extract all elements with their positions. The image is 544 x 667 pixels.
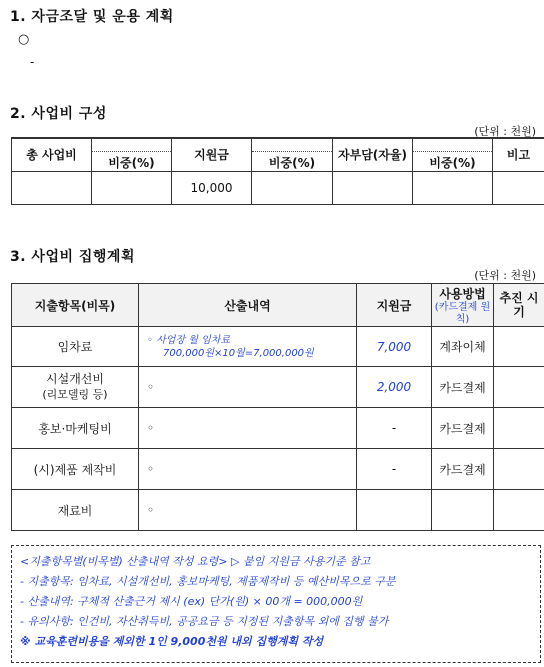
- header-ratio3-cell: [413, 138, 493, 171]
- header-method: [432, 284, 494, 327]
- header-self-funding: 자부담(자율): [333, 138, 413, 171]
- value-note: [493, 171, 544, 204]
- row-timing: [494, 327, 544, 367]
- header-ratio3: 비중(%): [413, 151, 492, 171]
- table-row: [12, 367, 544, 408]
- row-detail: ◦: [139, 490, 357, 531]
- row-item: 임차료: [12, 327, 139, 367]
- section1-heading: 1. 자금조달 및 운용 계획: [10, 9, 174, 25]
- guide-line-5: ※ 교육훈련비용을 제외한 1인 9,000천원 내외 집행계획 작성: [20, 635, 324, 648]
- execution-plan-table: [11, 283, 544, 531]
- row-detail: ◦: [139, 408, 357, 449]
- table-row: [12, 408, 544, 449]
- section2-unit: (단위 : 천원): [474, 125, 536, 138]
- row-method: 카드결제: [432, 449, 494, 490]
- section2-heading: 2. 사업비 구성: [10, 106, 107, 122]
- guide-line-3: - 산출내역: 구체적 산출근거 제시 (ex) 단가(원) × 00개 = 000,000원: [20, 595, 363, 608]
- row-item: 재료비: [12, 490, 139, 531]
- row-grant: -: [357, 408, 432, 449]
- value-ratio2: [252, 171, 333, 204]
- header-grant: 지원금: [172, 138, 252, 171]
- row-timing: [494, 490, 544, 531]
- header-total-budget: 총 사업비: [12, 138, 92, 171]
- value-grant: 10,000: [172, 171, 252, 204]
- row-detail-line2: 700,000원×10월=7,000,000원: [163, 347, 314, 359]
- value-ratio3: [413, 171, 493, 204]
- header-detail: 산출내역: [139, 284, 357, 327]
- row-grant: [357, 490, 432, 531]
- writing-guide-box: [11, 545, 541, 663]
- row-grant: 7,000: [357, 327, 432, 367]
- guide-line-2: - 지출항목: 임차료, 시설개선비, 홍보마케팅, 제품제작비 등 예산비목으로 구분: [20, 575, 396, 588]
- row-detail: ◦: [139, 449, 357, 490]
- row-timing: [494, 449, 544, 490]
- bullet-circle: ○: [18, 32, 30, 47]
- row-method: 카드결제: [432, 367, 494, 408]
- row-item: [12, 367, 139, 408]
- header-grant-amount: 지원금: [357, 284, 432, 327]
- row-item-line1: 시설개선비: [46, 372, 104, 386]
- guide-line-4: - 유의사항: 인건비, 자산취득비, 공공요금 등 지정된 지출항목 외에 집행 불가: [20, 615, 389, 628]
- row-method: 계좌이체: [432, 327, 494, 367]
- table-row: [12, 490, 544, 531]
- bullet-dash: -: [30, 55, 35, 69]
- row-item: 홍보·마케팅비: [12, 408, 139, 449]
- guide-line-1: <지출항목별(비목별) 산출내역 작성 요령> ▷ 붙임 지원금 사용기준 참고: [20, 555, 371, 568]
- header-ratio2-cell: [252, 138, 333, 171]
- section3-heading: 3. 사업비 집행계획: [10, 249, 135, 265]
- value-ratio1: [92, 171, 172, 204]
- row-item: (시)제품 제작비: [12, 449, 139, 490]
- header-timing: 추진 시기: [494, 284, 544, 327]
- header-ratio1-cell: [92, 138, 172, 171]
- row-method: [432, 490, 494, 531]
- budget-composition-table: [11, 137, 544, 205]
- row-item-line2: (리모델링 등): [42, 388, 108, 401]
- table-row: [12, 327, 544, 367]
- row-timing: [494, 367, 544, 408]
- value-self-funding: [333, 171, 413, 204]
- header-item: 지출항목(비목): [12, 284, 139, 327]
- header-ratio2: 비중(%): [252, 151, 332, 171]
- value-total-budget: [12, 171, 92, 204]
- header-ratio1: 비중(%): [92, 151, 171, 171]
- row-detail: [139, 327, 357, 367]
- header-note: 비고: [493, 138, 544, 171]
- section3-unit: (단위 : 천원): [474, 269, 536, 282]
- row-detail: ◦: [139, 367, 357, 408]
- row-timing: [494, 408, 544, 449]
- table-row: [12, 449, 544, 490]
- row-method: 카드결제: [432, 408, 494, 449]
- row-grant: 2,000: [357, 367, 432, 408]
- header-method-title: 사용방법: [439, 286, 486, 301]
- header-method-sub: (카드결제 원칙): [434, 301, 491, 325]
- row-grant: -: [357, 449, 432, 490]
- row-detail-line1: ◦ 사업장 월 임차료: [147, 334, 231, 346]
